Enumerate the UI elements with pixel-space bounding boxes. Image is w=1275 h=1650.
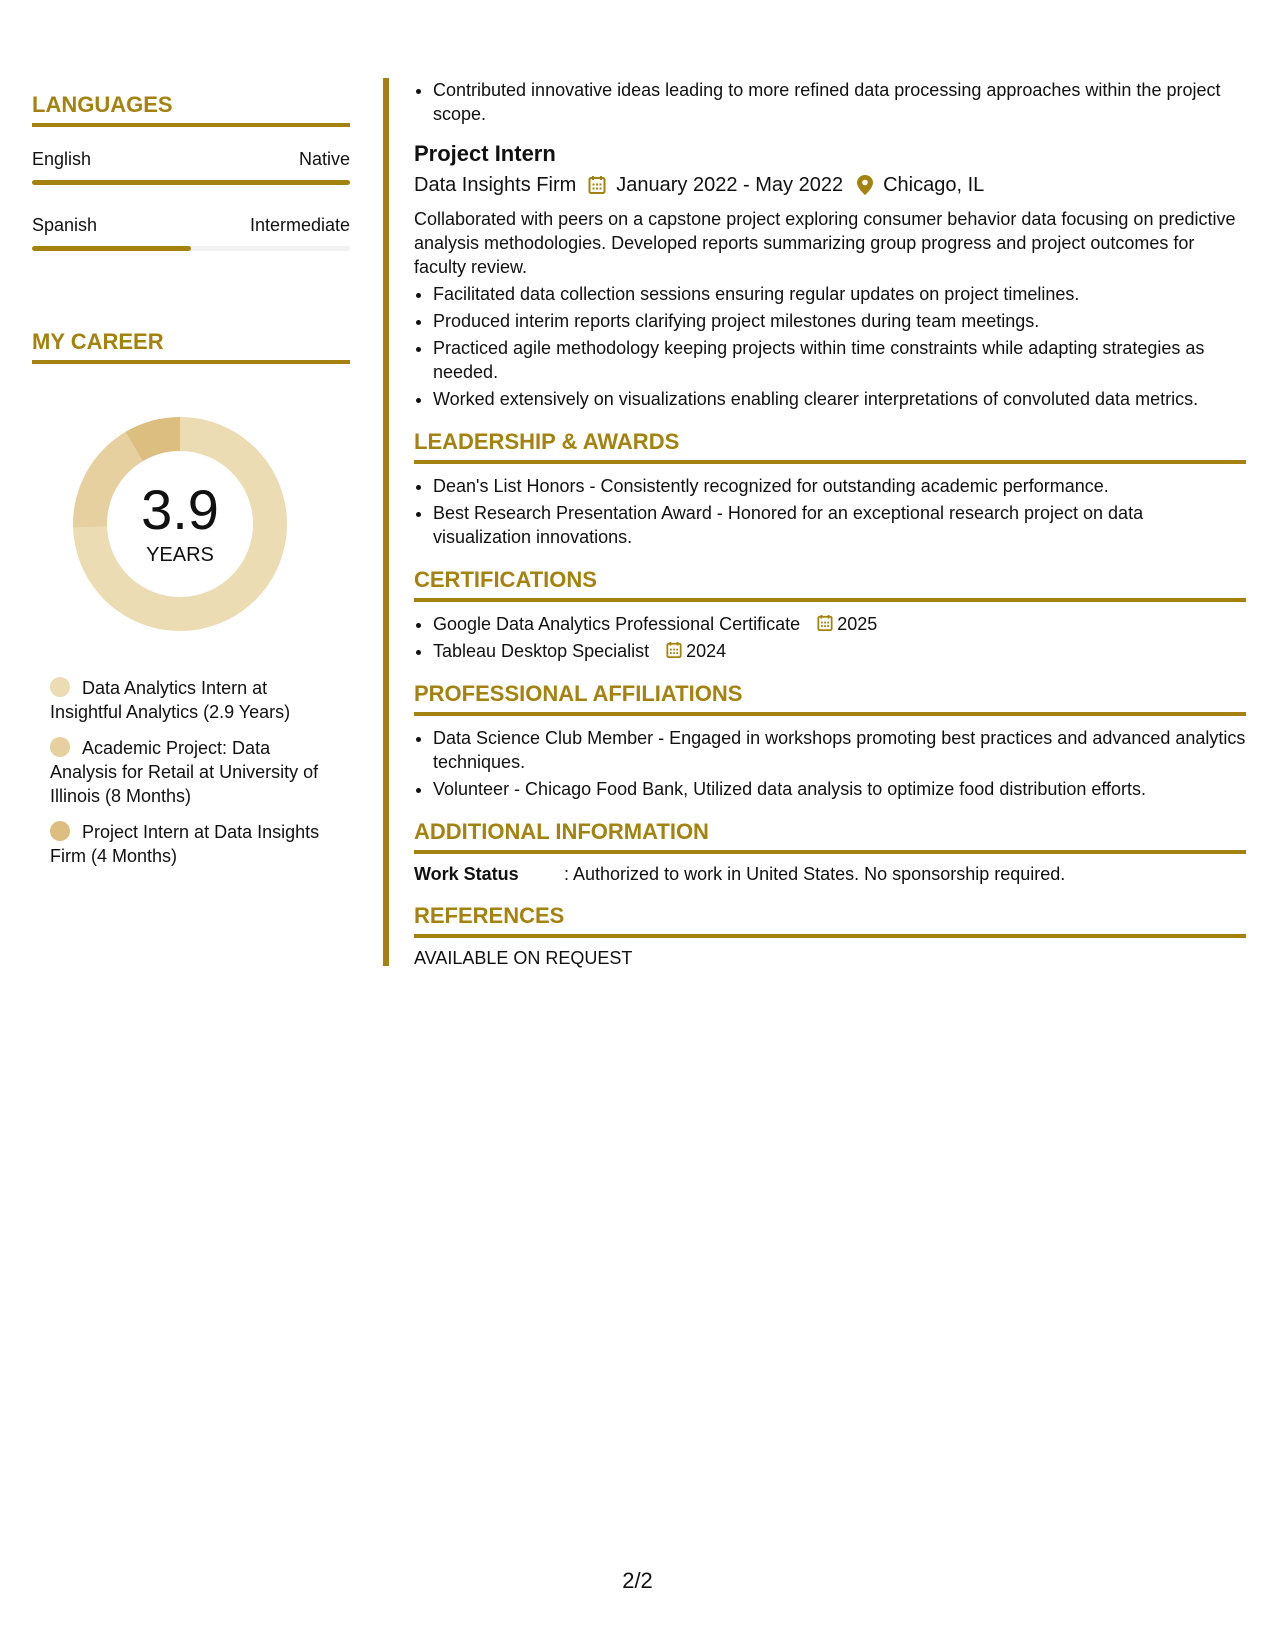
legend-swatch: [50, 677, 70, 697]
carry-over-bullets: [414, 78, 1246, 126]
legend-label: Data Analytics Intern at Insightful Analytics (2.9 Years): [50, 678, 291, 722]
job-meta: [414, 171, 1246, 199]
certifications-heading: CERTIFICATIONS: [414, 567, 1246, 602]
column-divider: [383, 78, 389, 966]
right-column: [414, 78, 1246, 969]
bullet-item: • Volunteer - Chicago Food Bank, Utilized data analysis to optimize food distribution efforts.: [433, 777, 1246, 801]
certification-item: [433, 612, 1246, 636]
legend-item: [50, 820, 320, 868]
job-location: Chicago, IL: [883, 174, 985, 196]
legend-swatch: [50, 821, 70, 841]
certification-year: 2024: [686, 641, 727, 661]
career-heading: MY CAREER: [32, 329, 350, 364]
left-column: [32, 92, 350, 880]
bullet-item: • Produced interim reports clarifying project milestones during team meetings.: [433, 309, 1246, 333]
work-status-label: Work Status: [414, 864, 519, 884]
location-pin-icon: [857, 175, 873, 195]
languages-heading: LANGUAGES: [32, 92, 350, 127]
page-number: 2/2: [622, 1568, 653, 1593]
certification-year: 2025: [837, 614, 878, 634]
certification-item: [433, 639, 1246, 663]
bullet-item: • Practiced agile methodology keeping projects within time constraints while adapting strategies as needed.: [433, 336, 1246, 384]
job-description: Collaborated with peers on a capstone project exploring consumer behavior data focusing on predictive analysis methodologies. Developed reports summarizing group progress and project outcomes for faculty review.: [414, 209, 1236, 277]
bullet-item: • Contributed innovative ideas leading to more refined data processing approaches within the project scope.: [433, 78, 1246, 126]
job-bullets: [414, 282, 1246, 411]
language-level: Native: [298, 149, 350, 169]
language-proficiency-fill: [32, 246, 191, 251]
bullet-item: • Best Research Presentation Award - Honored for an exceptional research project on data visualization innovations.: [433, 501, 1246, 549]
job-company: Data Insights Firm: [414, 174, 577, 196]
career-donut-chart: [62, 406, 298, 642]
language-proficiency-bar: [32, 246, 350, 251]
career-total-value: 3.9: [141, 477, 219, 541]
legend-swatch: [50, 737, 70, 757]
work-status-row: [414, 864, 1246, 885]
bullet-item: • Dean's List Honors - Consistently recognized for outstanding academic performance.: [433, 474, 1246, 498]
work-status-value: : Authorized to work in United States. No sponsorship required.: [564, 864, 1066, 884]
bullet-item: • Worked extensively on visualizations enabling clearer interpretations of convoluted data metrics.: [433, 387, 1246, 411]
calendar-icon: [666, 641, 682, 659]
bullet-item: • Data Science Club Member - Engaged in workshops promoting best practices and advanced analytics techniques.: [433, 726, 1246, 774]
affiliations-list: [414, 726, 1246, 801]
calendar-icon: [588, 175, 606, 195]
language-english: [32, 149, 350, 185]
additional-info-heading: ADDITIONAL INFORMATION: [414, 819, 1246, 854]
certification-name: Tableau Desktop Specialist: [433, 641, 650, 661]
job-title: Project Intern: [414, 141, 556, 166]
language-spanish: [32, 215, 350, 251]
references-text: AVAILABLE ON REQUEST: [414, 948, 633, 968]
legend-label: Project Intern at Data Insights Firm (4 Months): [50, 822, 320, 866]
calendar-icon: [817, 614, 833, 632]
language-proficiency-bar: [32, 180, 350, 185]
affiliations-heading: PROFESSIONAL AFFILIATIONS: [414, 681, 1246, 716]
legend-item: [50, 676, 320, 724]
bullet-item: • Facilitated data collection sessions ensuring regular updates on project timelines.: [433, 282, 1246, 306]
language-name: Spanish: [32, 215, 98, 235]
language-proficiency-fill: [32, 180, 350, 185]
leadership-heading: LEADERSHIP & AWARDS: [414, 429, 1246, 464]
language-level: Intermediate: [249, 215, 350, 235]
certification-name: Google Data Analytics Professional Certificate: [433, 614, 801, 634]
legend-item: [50, 736, 320, 808]
legend-label: Academic Project: Data Analysis for Retail at University of Illinois (8 Months): [50, 738, 319, 806]
career-total-unit: YEARS: [146, 543, 214, 566]
certifications-list: [414, 612, 1246, 663]
references-heading: REFERENCES: [414, 903, 1246, 938]
job-dates: January 2022 - May 2022: [616, 174, 844, 196]
career-legend: [50, 676, 320, 868]
language-name: English: [32, 149, 92, 169]
leadership-list: [414, 474, 1246, 549]
